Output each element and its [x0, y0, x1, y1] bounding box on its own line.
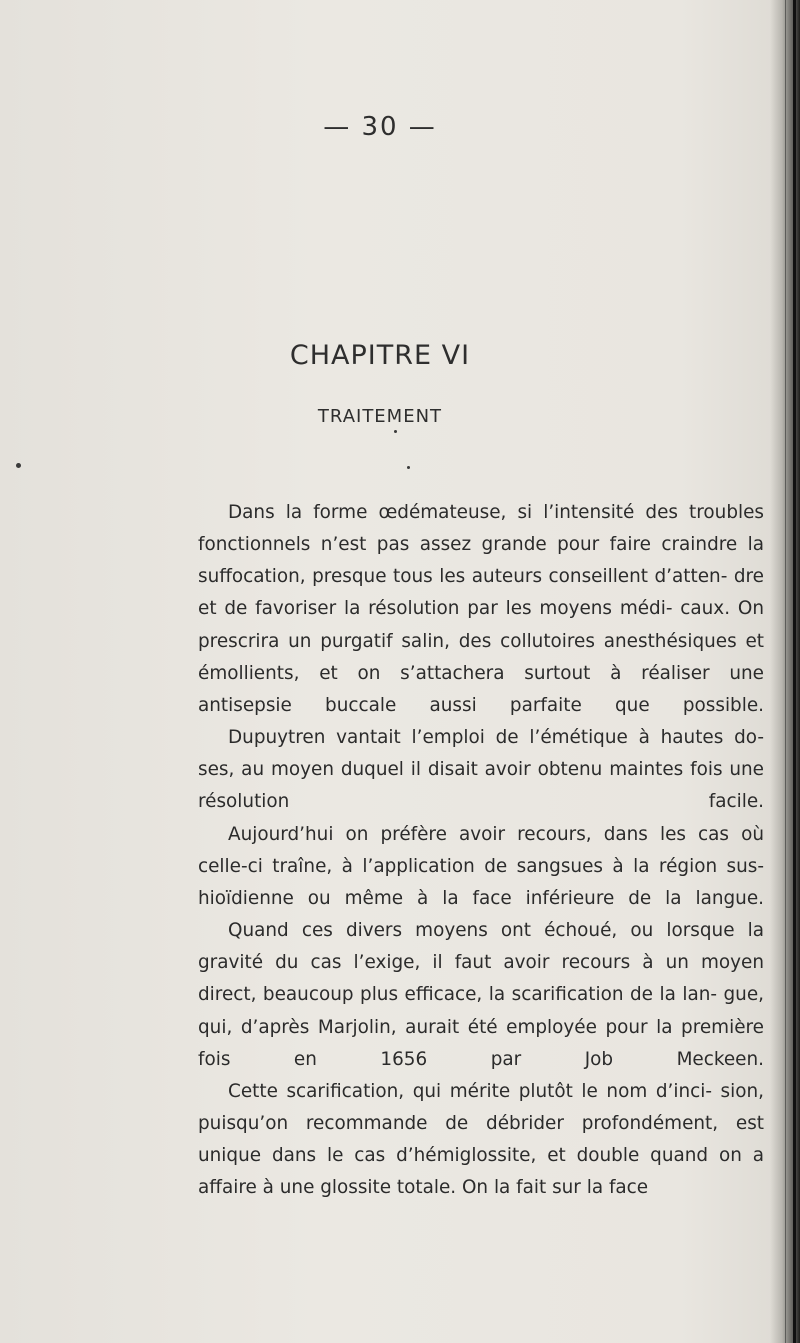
- binding-edge-inner: [785, 0, 786, 1343]
- paragraph-4: Quand ces divers moyens ont échoué, ou lorsque la gravité du cas l’exige, il faut avoir recours à un moyen direct, beaucoup plus efficace, la scarification de la lan- gue, qui, d’après Marjolin, aurait été employée pour la première fois en 1656 par Job Meckeen.: [198, 920, 764, 1070]
- binding-edge: [793, 0, 796, 1343]
- paragraph-3: Aujourd’hui on préfère avoir recours, dans les cas où celle-ci traîne, à l’application de sangsues à la région sus-hioïdienne ou même à la face inférieure de la langue.: [198, 823, 764, 909]
- paragraph-5: Cette scarification, qui mérite plutôt le nom d’inci- sion, puisqu’on recommande de débrider profondément, est unique dans le cas d’hémiglossite, et double quand on a affaire à une glossite totale. On la fait sur la face: [198, 1080, 764, 1199]
- paragraph-1: Dans la forme œdémateuse, si l’intensité des troubles fonctionnels n’est pas assez grande pour faire craindre la suffocation, presque tous les auteurs conseillent d’atten- dre et de favoriser la résolution par les moyens médi- caux. On prescrira un purgatif salin, des collutoires anesthésiques et émollients, et on s’attachera surtout à réaliser une antisepsie buccale aussi parfaite que possible.: [198, 502, 764, 716]
- ink-speck: [407, 466, 410, 469]
- chapter-heading: CHAPITRE VI: [289, 340, 471, 371]
- page-number: — 30 —: [323, 112, 437, 142]
- section-heading: TRAITEMENT: [317, 406, 443, 427]
- ink-speck: [16, 463, 21, 468]
- ink-speck: [394, 430, 397, 433]
- paragraph-2: Dupuytren vantait l’emploi de l’émétique à hautes do- ses, au moyen duquel il disait avoir obtenu maintes fois une résolution facile.: [198, 727, 764, 813]
- body-text: [198, 497, 764, 1204]
